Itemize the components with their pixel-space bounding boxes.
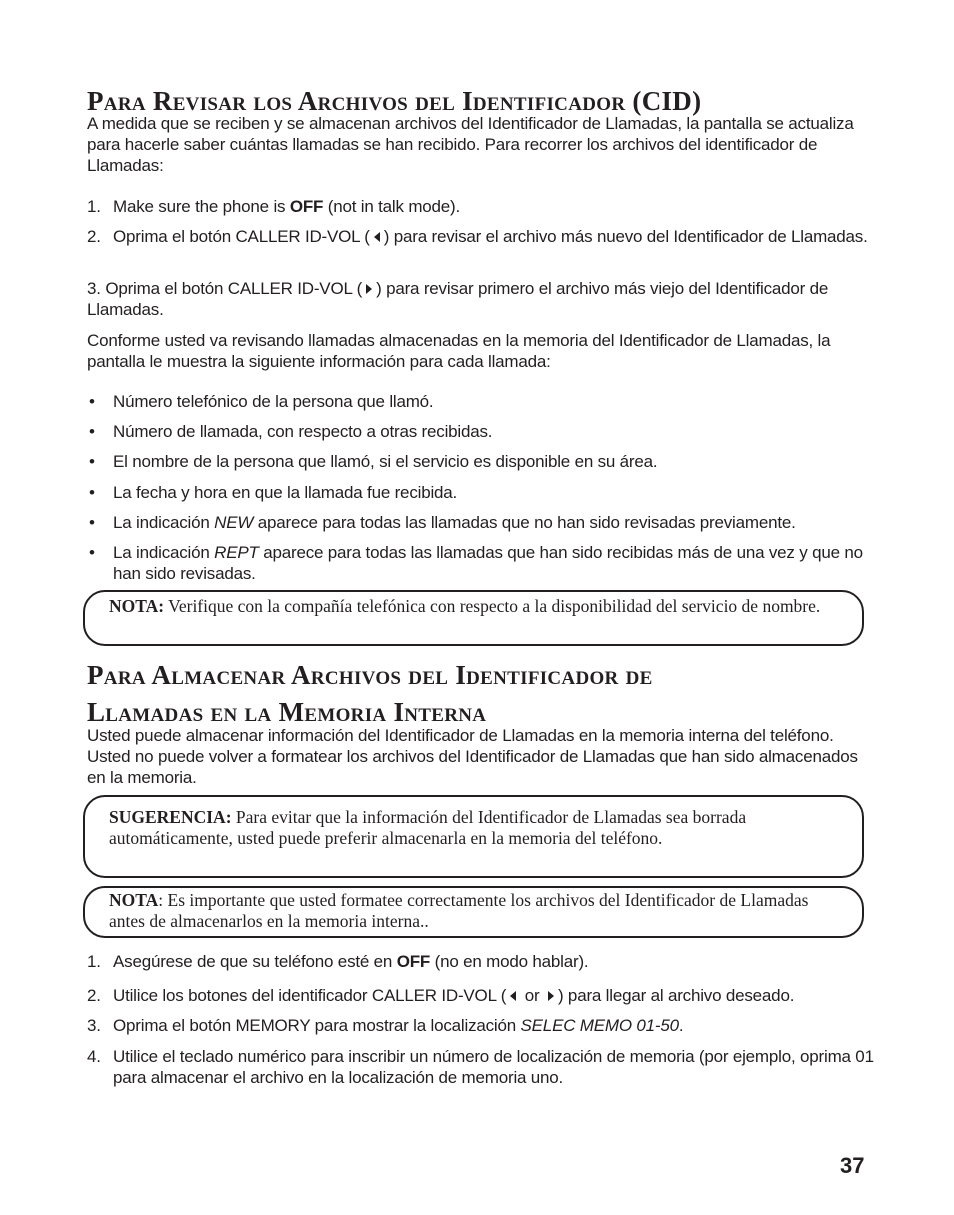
- heading-line-2: Llamadas en la Memoria Interna: [87, 697, 487, 727]
- section-heading-review-cid: Para Revisar los Archivos del Identificador (CID): [87, 86, 702, 116]
- step-text: Oprima el botón CALLER ID-VOL (: [105, 279, 363, 298]
- note-box-format: [83, 886, 864, 938]
- list-item: [87, 391, 877, 412]
- step-item: [87, 226, 877, 247]
- bullet-text: La indicación: [113, 543, 215, 562]
- section-intro-store: Usted puede almacenar información del Identificador de Llamadas en la memoria interna del teléfono. Usted no puede volver a formatear los archivos del Identificador de Llamadas que han sido almacenados en la memoria.: [87, 726, 858, 787]
- bullet-text: Número de llamada, con respecto a otras recibidas.: [113, 422, 493, 441]
- step-text: Oprima el botón MEMORY para mostrar la localización: [113, 1016, 521, 1035]
- indicator-rept: REPT: [214, 543, 259, 562]
- step-item: [87, 951, 877, 972]
- left-arrow-icon: [374, 232, 380, 242]
- step-item: [87, 278, 877, 320]
- right-arrow-icon: [366, 284, 372, 294]
- step-text: Utilice el teclado numérico para inscribir un número de localización de memoria (por ejemplo, oprima 01 para almacenar el archivo en la localización de memoria uno.: [113, 1047, 874, 1087]
- step-text-end: .: [678, 1016, 684, 1035]
- bullet-icon: •: [89, 513, 95, 532]
- bullet-text-end: aparece para todas las llamadas que han sido recibidas más de una vez y que no han sido revisadas.: [113, 543, 863, 583]
- display-text: SELEC MEMO 01-50: [520, 1016, 679, 1035]
- list-item: [87, 542, 877, 584]
- bullet-text: Número telefónico de la persona que llamó.: [113, 392, 434, 411]
- tip-label: SUGERENCIA:: [109, 807, 232, 827]
- step-text-end: ) para revisar el archivo más nuevo del Identificador de Llamadas.: [383, 227, 868, 246]
- bullet-icon: •: [89, 543, 95, 562]
- step-bold-key: OFF: [396, 952, 431, 971]
- list-item: [87, 482, 877, 503]
- tip-text: Para evitar que la información del Identificador de Llamadas sea borrada automáticamente, usted puede preferir almacenarla en la memoria del teléfono.: [109, 807, 747, 848]
- bullet-icon: •: [89, 483, 95, 502]
- note-box-name-service: [83, 590, 864, 646]
- list-item: [87, 421, 877, 442]
- step-text-end: ) para llegar al archivo deseado.: [557, 986, 795, 1005]
- bullet-text: El nombre de la persona que llamó, si el servicio es disponible en su área.: [113, 452, 658, 471]
- section-intro-review: A medida que se reciben y se almacenan archivos del Identificador de Llamadas, la pantalla se actualiza para hacerle saber cuántas llamadas se han recibido. Para recorrer los archivos del identificador de Llamadas:: [87, 114, 854, 175]
- step-number: 2.: [87, 986, 101, 1005]
- list-item: [87, 451, 877, 472]
- step-number: 3.: [87, 1016, 101, 1035]
- review-paragraph: Conforme usted va revisando llamadas almacenadas en la memoria del Identificador de Llamadas, la pantalla le muestra la siguiente información para cada llamada:: [87, 331, 831, 371]
- page-number: 37: [840, 1153, 865, 1178]
- step-text: Make sure the phone is: [113, 197, 290, 216]
- step-text-end: (not in talk mode).: [323, 197, 461, 216]
- indicator-new: NEW: [214, 513, 254, 532]
- step-number: 3.: [87, 279, 101, 298]
- right-arrow-icon: [548, 991, 554, 1001]
- note-label: NOTA: [109, 890, 159, 910]
- step-text-end: ) para revisar primero el archivo más viejo del Identificador de Llamadas.: [87, 279, 829, 319]
- step-number: 1.: [87, 197, 101, 216]
- step-text: Asegúrese de que su teléfono esté en: [113, 952, 397, 971]
- note-label: NOTA:: [109, 596, 165, 616]
- bullet-icon: •: [89, 422, 95, 441]
- step-text: Utilice los botones del identificador CALLER ID-VOL (: [113, 986, 507, 1005]
- step-item: [87, 1015, 877, 1036]
- tip-box: [83, 795, 864, 878]
- note-text: Verifique con la compañía telefónica con respecto a la disponibilidad del servicio de nombre.: [164, 596, 821, 616]
- step-number: 4.: [87, 1047, 101, 1066]
- step-number: 2.: [87, 227, 101, 246]
- step-or: or: [520, 986, 544, 1005]
- bullet-text: La indicación: [113, 513, 215, 532]
- note-text: : Es importante que usted formatee correctamente los archivos del Identificador de Llamadas antes de almacenarlos en la memoria interna..: [109, 890, 809, 931]
- step-item: [87, 1046, 877, 1088]
- heading-line-1: Para Almacenar Archivos del Identificador de: [87, 660, 653, 690]
- bullet-icon: •: [89, 392, 95, 411]
- bullet-text-end: aparece para todas las llamadas que no han sido revisadas previamente.: [253, 513, 796, 532]
- step-text-end: (no en modo hablar).: [430, 952, 589, 971]
- bullet-text: La fecha y hora en que la llamada fue recibida.: [113, 483, 458, 502]
- list-item: [87, 512, 887, 533]
- bullet-icon: •: [89, 452, 95, 471]
- step-bold-key: OFF: [289, 197, 324, 216]
- section-heading-store-cid: [87, 656, 653, 694]
- left-arrow-icon: [510, 991, 516, 1001]
- step-item: [87, 196, 877, 217]
- step-number: 1.: [87, 952, 101, 971]
- step-item: [87, 985, 877, 1006]
- step-text: Oprima el botón CALLER ID-VOL (: [113, 227, 370, 246]
